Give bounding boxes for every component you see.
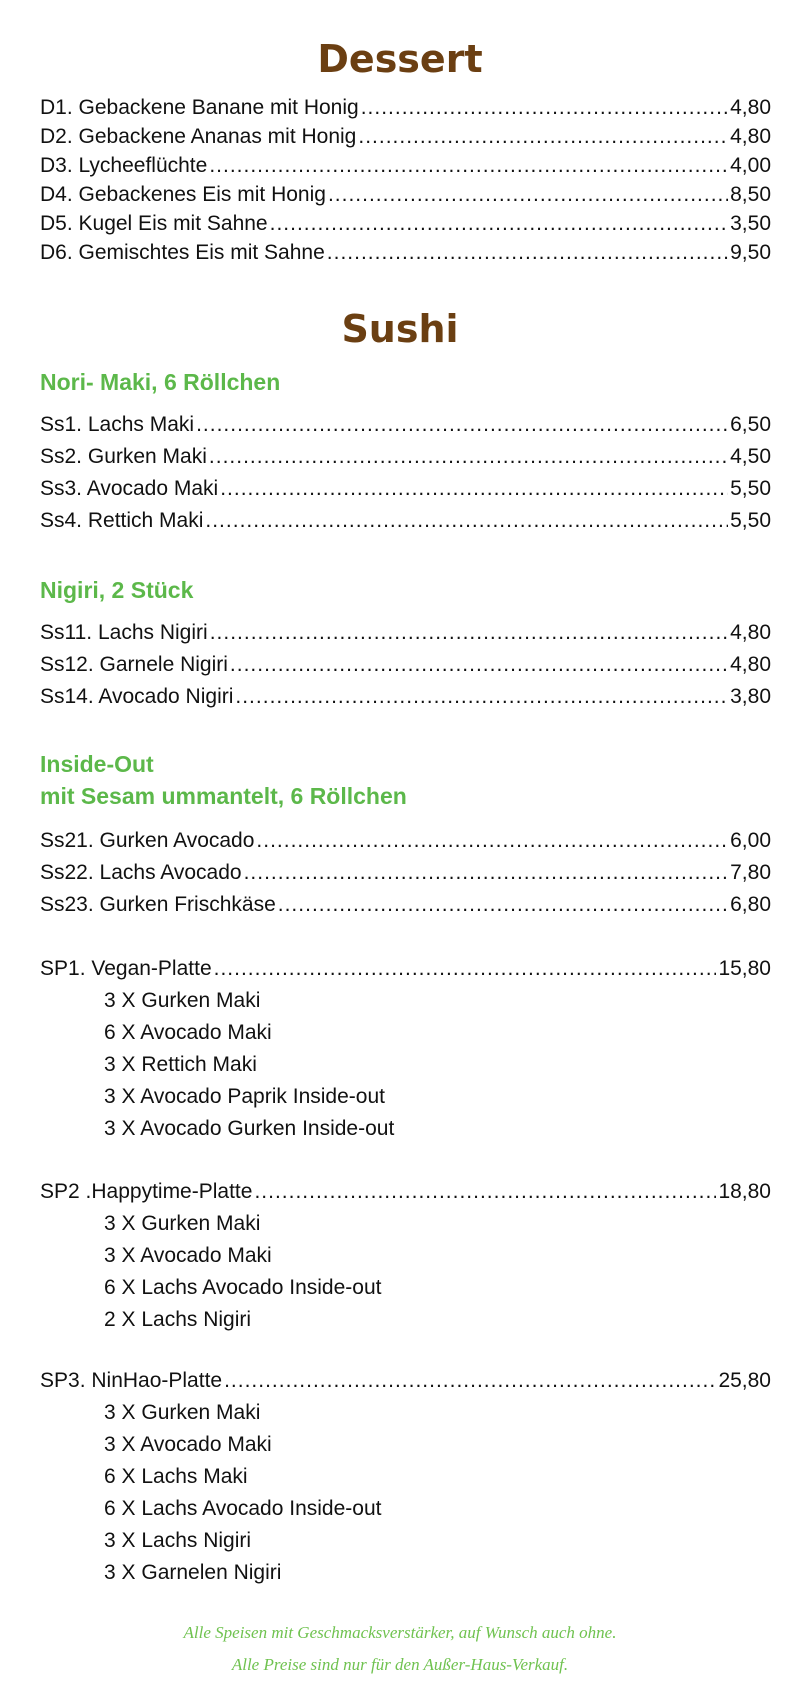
menu-item <box>40 442 771 472</box>
sushi-title: Sushi <box>341 307 459 351</box>
leader-dots <box>358 122 728 152</box>
footer-note-1: Alle Speisen mit Geschmacksverstärker, auf Wunsch auch ohne. <box>183 1623 617 1642</box>
leader-dots <box>244 858 729 888</box>
item-price: 7,80 <box>730 861 771 884</box>
platter-content: 3 X Avocado Maki <box>104 1244 272 1267</box>
menu-item <box>40 122 771 152</box>
insideout-subheading: mit Sesam ummantelt, 6 Röllchen <box>40 783 407 809</box>
leader-dots <box>327 238 728 268</box>
leader-dots <box>235 682 728 712</box>
item-price: 18,80 <box>718 1180 771 1203</box>
menu-item <box>40 209 771 239</box>
item-name: Ss14. Avocado Nigiri <box>40 685 234 708</box>
item-price: 8,50 <box>730 183 771 206</box>
item-name: Ss22. Lachs Avocado <box>40 861 242 884</box>
platter-content: 3 X Lachs Nigiri <box>104 1529 252 1552</box>
item-name: D1. Gebackene Banane mit Honig <box>40 96 359 119</box>
menu-item <box>40 506 771 536</box>
item-price: 4,80 <box>730 653 771 676</box>
item-price: 25,80 <box>718 1369 771 1392</box>
dessert-title: Dessert <box>317 37 483 81</box>
item-price: 3,80 <box>730 685 771 708</box>
platter-item <box>40 1366 771 1396</box>
item-name: Ss4. Rettich Maki <box>40 509 204 532</box>
item-name: Ss1. Lachs Maki <box>40 413 195 436</box>
platter-content: 3 X Rettich Maki <box>104 1053 257 1076</box>
nori-heading: Nori- Maki, 6 Röllchen <box>40 369 281 395</box>
item-price: 4,50 <box>730 445 771 468</box>
menu-item <box>40 410 771 440</box>
insideout-heading: Inside-Out <box>40 751 154 777</box>
item-price: 6,50 <box>730 413 771 436</box>
platter-content: 3 X Avocado Maki <box>104 1433 272 1456</box>
item-name: Ss3. Avocado Maki <box>40 477 219 500</box>
nigiri-heading: Nigiri, 2 Stück <box>40 577 194 603</box>
leader-dots <box>205 506 728 536</box>
leader-dots <box>328 180 728 210</box>
item-name: SP3. NinHao-Platte <box>40 1369 223 1392</box>
platter-content: 6 X Lachs Maki <box>104 1465 248 1488</box>
item-name: SP2 .Happytime-Platte <box>40 1180 253 1203</box>
item-price: 4,80 <box>730 621 771 644</box>
platter-item <box>40 1177 771 1207</box>
item-price: 15,80 <box>718 957 771 980</box>
leader-dots <box>256 826 728 856</box>
item-price: 4,00 <box>730 154 771 177</box>
item-name: Ss2. Gurken Maki <box>40 445 207 468</box>
leader-dots <box>209 151 728 181</box>
menu-item <box>40 151 771 181</box>
platter-content: 6 X Lachs Avocado Inside-out <box>104 1497 382 1520</box>
menu-item <box>40 618 771 648</box>
menu-item <box>40 682 771 712</box>
item-price: 4,80 <box>730 96 771 119</box>
item-name: D4. Gebackenes Eis mit Honig <box>40 183 326 206</box>
platter-content: 3 X Gurken Maki <box>104 989 261 1012</box>
footer-note-2: Alle Preise sind nur für den Außer-Haus-Verkauf. <box>231 1655 569 1674</box>
item-price: 6,00 <box>730 829 771 852</box>
menu-item <box>40 650 771 680</box>
item-price: 3,50 <box>730 212 771 235</box>
menu-item <box>40 858 771 888</box>
leader-dots <box>209 442 728 472</box>
item-name: D5. Kugel Eis mit Sahne <box>40 212 268 235</box>
item-name: D3. Lycheeflüchte <box>40 154 208 177</box>
leader-dots <box>214 954 717 984</box>
menu-item <box>40 180 771 210</box>
leader-dots <box>196 410 728 440</box>
menu-item <box>40 93 771 123</box>
platter-content: 6 X Avocado Maki <box>104 1021 272 1044</box>
platter-content: 3 X Garnelen Nigiri <box>104 1561 282 1584</box>
leader-dots <box>230 650 728 680</box>
leader-dots <box>210 618 728 648</box>
leader-dots <box>278 890 728 920</box>
leader-dots <box>361 93 728 123</box>
item-price: 5,50 <box>730 477 771 500</box>
item-price: 5,50 <box>730 509 771 532</box>
item-name: SP1. Vegan-Platte <box>40 957 212 980</box>
menu-item <box>40 826 771 856</box>
platter-content: 3 X Avocado Paprik Inside-out <box>104 1085 385 1108</box>
platter-item <box>40 954 771 984</box>
item-name: Ss12. Garnele Nigiri <box>40 653 228 676</box>
item-price: 9,50 <box>730 241 771 264</box>
platter-content: 3 X Avocado Gurken Inside-out <box>104 1117 395 1140</box>
item-name: Ss23. Gurken Frischkäse <box>40 893 276 916</box>
platter-content: 2 X Lachs Nigiri <box>104 1308 252 1331</box>
leader-dots <box>224 1366 716 1396</box>
item-price: 4,80 <box>730 125 771 148</box>
platter-content: 3 X Gurken Maki <box>104 1212 261 1235</box>
leader-dots <box>254 1177 716 1207</box>
platter-content: 3 X Gurken Maki <box>104 1401 261 1424</box>
menu-item <box>40 890 771 920</box>
platter-content: 6 X Lachs Avocado Inside-out <box>104 1276 382 1299</box>
item-name: D6. Gemischtes Eis mit Sahne <box>40 241 325 264</box>
menu-item <box>40 238 771 268</box>
item-price: 6,80 <box>730 893 771 916</box>
item-name: Ss11. Lachs Nigiri <box>40 621 208 644</box>
menu-item <box>40 474 771 504</box>
leader-dots <box>220 474 728 504</box>
leader-dots <box>270 209 729 239</box>
item-name: Ss21. Gurken Avocado <box>40 829 255 852</box>
item-name: D2. Gebackene Ananas mit Honig <box>40 125 357 148</box>
